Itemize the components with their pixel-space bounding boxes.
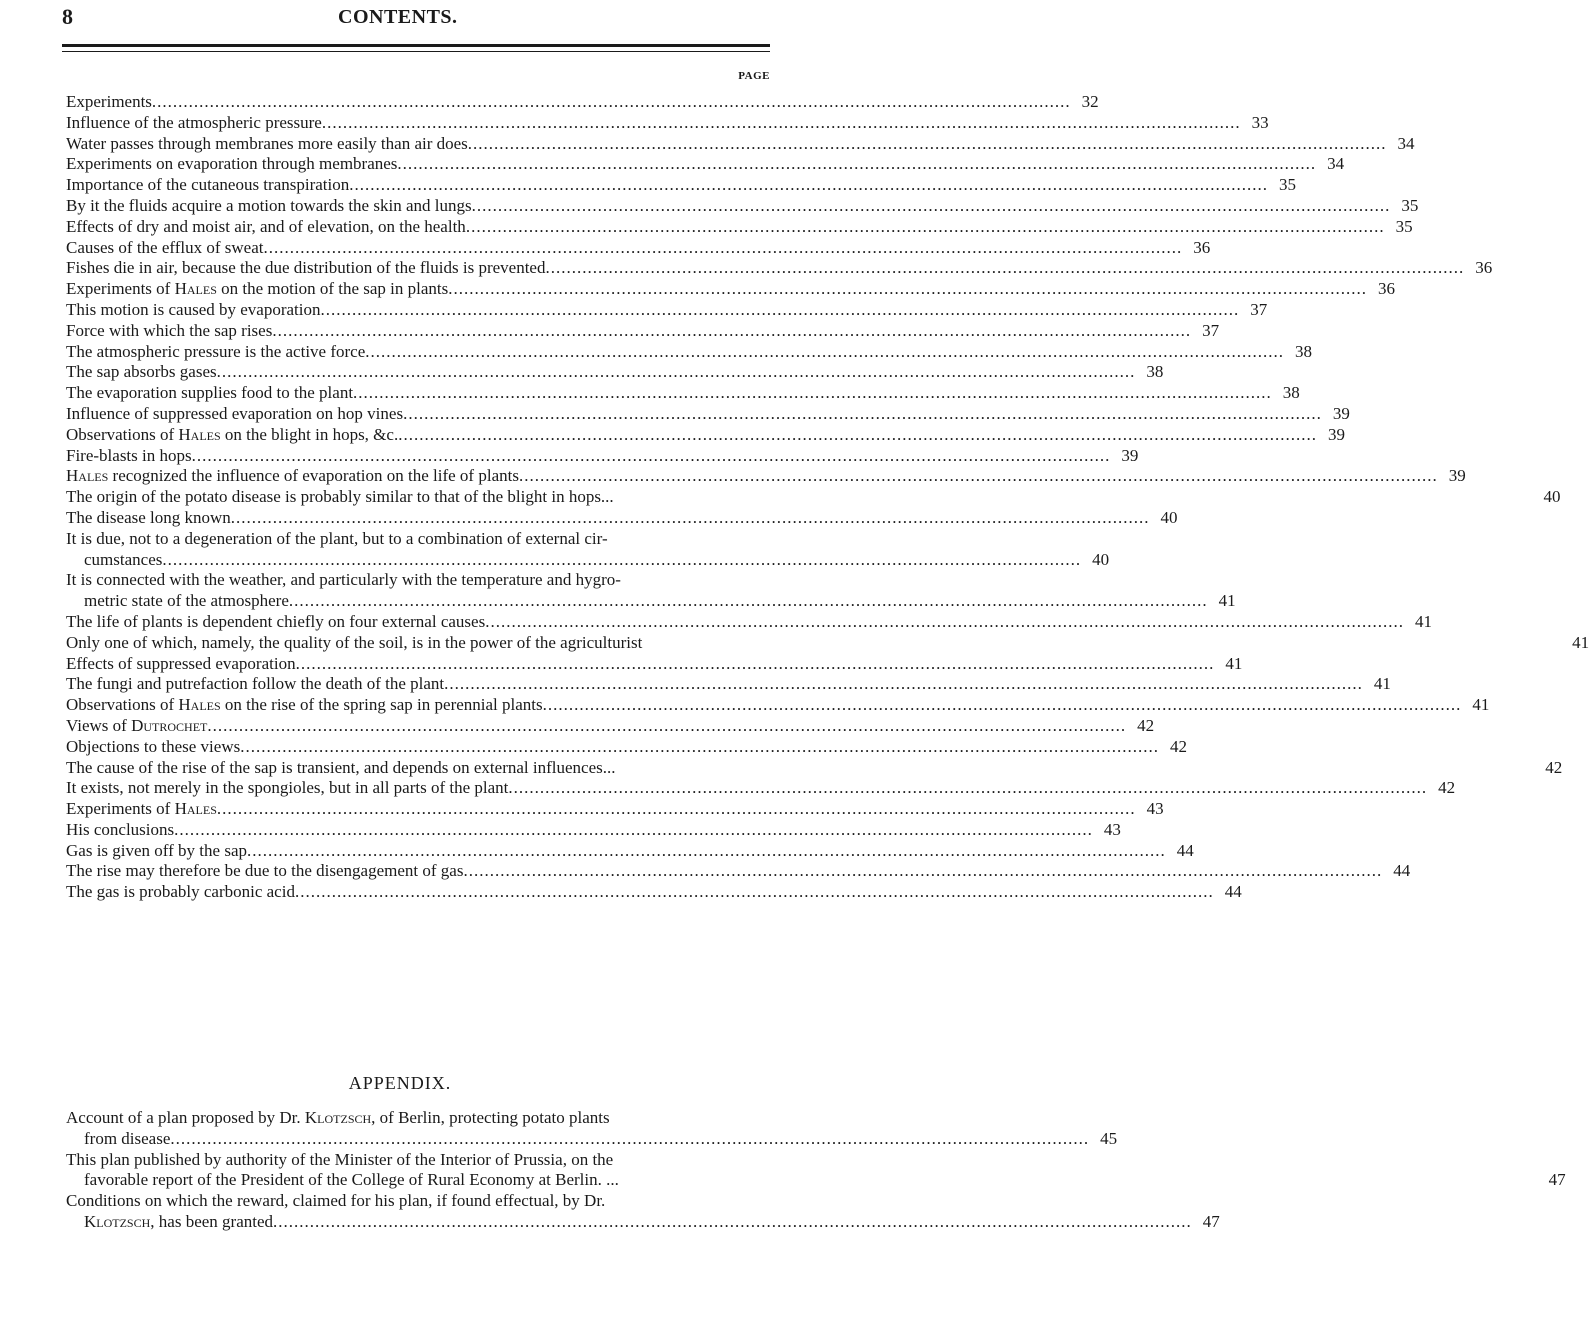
leader-dots — [448, 279, 1367, 300]
toc-entry — [66, 258, 1493, 279]
page-ref: 39 — [1327, 424, 1345, 444]
header-rule-thin — [62, 51, 770, 52]
toc-entry — [66, 528, 1110, 571]
toc-entry — [66, 861, 1411, 882]
page-ref: 39 — [1121, 445, 1139, 465]
entry-text: Water passes through membranes more easily than air does — [66, 133, 468, 153]
page-ref: 40 — [1092, 549, 1110, 569]
entry-text: Observations of Hales on the blight in hops, &c. — [66, 424, 399, 444]
page-ref: 35 — [1401, 195, 1419, 215]
page-ref: 41 — [1373, 674, 1391, 694]
leader-dots — [217, 799, 1136, 820]
page-ref: 34 — [1397, 133, 1415, 153]
page-ref: 41 — [1572, 632, 1589, 652]
toc-entry — [66, 445, 1139, 467]
appendix-entry — [66, 1108, 1118, 1150]
entry-text: The origin of the potato disease is probably similar to that of the blight in hops... — [66, 487, 614, 507]
leader-dots — [349, 175, 1268, 196]
toc-entry — [66, 216, 1413, 238]
page-ref: 44 — [1393, 861, 1411, 881]
leader-dots — [240, 737, 1159, 758]
entry-text: The sap absorbs gases — [66, 362, 217, 382]
entry-text: Influence of suppressed evaporation on hop vines — [66, 403, 404, 423]
page-ref: 44 — [1224, 882, 1242, 902]
appendix-entry — [66, 1191, 1220, 1233]
entry-text: Experiments on evaporation through membranes — [66, 154, 398, 174]
entry-continuation — [66, 1211, 1220, 1233]
leader-dots — [519, 466, 1438, 487]
entry-text: cumstances — [84, 549, 163, 569]
author-name: Klotzsch — [84, 1211, 151, 1231]
toc-entry — [66, 715, 1155, 737]
toc-entry — [66, 736, 1187, 758]
leader-dots — [289, 591, 1208, 612]
toc-entry — [66, 757, 1563, 779]
entry-text: Causes of the efflux of sweat — [66, 237, 264, 257]
entry-text: This motion is caused by evaporation — [66, 299, 321, 319]
leader-dots — [162, 550, 1081, 571]
entry-text: The cause of the rise of the sap is transient, and depends on external influences... — [66, 757, 616, 777]
toc-entry — [66, 611, 1432, 633]
page-ref: 41 — [1414, 611, 1432, 631]
page-ref: 43 — [1103, 819, 1121, 839]
page-ref: 41 — [1225, 653, 1243, 673]
toc-entry — [66, 653, 1243, 675]
toc-list — [66, 92, 1589, 903]
entry-continuation — [66, 1170, 1566, 1191]
leader-dots — [247, 841, 1166, 862]
leader-dots — [353, 383, 1272, 404]
entry-text: Effects of dry and moist air, and of elevation, on the health — [66, 216, 466, 236]
leader-dots — [466, 217, 1385, 238]
page-ref: 42 — [1169, 736, 1187, 756]
author-name: Hales — [174, 799, 217, 819]
entry-first-line: Account of a plan proposed by Dr. Klotzsch, of Berlin, protecting potato plants — [66, 1108, 610, 1127]
toc-entry — [66, 840, 1194, 862]
page-ref: 38 — [1282, 383, 1300, 403]
page-ref: 39 — [1332, 403, 1350, 423]
entry-text: Experiments of Hales on the motion of the sap in plants — [66, 279, 449, 299]
page-ref: 36 — [1377, 279, 1395, 299]
entry-text: Only one of which, namely, the quality of the soil, is in the power of the agriculturist — [66, 632, 643, 652]
leader-dots — [398, 425, 1317, 446]
toc-entry — [66, 92, 1099, 113]
page-ref: 42 — [1137, 715, 1155, 735]
entry-text: The disease long known — [66, 507, 231, 527]
entry-text: Effects of suppressed evaporation — [66, 653, 296, 673]
page-ref: 35 — [1278, 175, 1296, 195]
entry-text: His conclusions — [66, 819, 175, 839]
toc-entry — [66, 362, 1164, 383]
toc-entry — [66, 466, 1466, 487]
toc-entry — [66, 237, 1211, 259]
leader-dots — [264, 238, 1183, 259]
toc-entry — [66, 279, 1395, 300]
toc-entry — [66, 632, 1589, 654]
page-ref: 41 — [1472, 695, 1490, 715]
entry-text: Objections to these views — [66, 736, 241, 756]
entry-text: It exists, not merely in the spongioles, but in all parts of the plant — [66, 778, 509, 798]
entry-text: Fire-blasts in hops — [66, 445, 192, 465]
toc-entry — [66, 154, 1345, 175]
author-name: Klotzsch — [304, 1108, 372, 1127]
entry-text: Influence of the atmospheric pressure — [66, 112, 322, 132]
leader-dots — [295, 882, 1214, 903]
entry-text: Importance of the cutaneous transpiration — [66, 175, 350, 195]
toc-entry — [66, 403, 1350, 425]
toc-entry — [66, 112, 1269, 134]
page-ref: 42 — [1438, 778, 1456, 798]
appendix-list — [66, 1108, 1566, 1233]
toc-entry — [66, 133, 1415, 155]
leader-dots — [152, 92, 1071, 113]
entry-text: By it the fluids acquire a motion towards the skin and lungs — [66, 195, 472, 215]
leader-dots — [207, 716, 1126, 737]
entry-text: Experiments of Hales — [66, 799, 217, 819]
toc-entry — [66, 424, 1345, 446]
leader-dots — [231, 508, 1150, 529]
entry-text: Hales recognized the influence of evaporation on the life of plants — [66, 466, 519, 486]
page-ref: 44 — [1176, 840, 1194, 860]
leader-dots — [217, 362, 1136, 383]
page-ref: 43 — [1146, 799, 1164, 819]
page-number: 8 — [62, 4, 73, 29]
page-ref: 40 — [1160, 507, 1178, 527]
page-ref: 40 — [1543, 487, 1561, 507]
entry-continuation — [66, 1128, 1118, 1150]
page-ref: 42 — [1545, 757, 1563, 777]
page-ref: 36 — [1475, 258, 1493, 278]
author-name: Hales — [66, 466, 109, 486]
page-ref: 32 — [1081, 92, 1099, 111]
author-name: Dutrochet — [131, 715, 208, 735]
entry-text: Force with which the sap rises — [66, 320, 273, 340]
entry-continuation — [66, 591, 1236, 612]
toc-entry — [66, 299, 1268, 321]
entry-text: metric state of the atmosphere — [84, 591, 289, 611]
page-ref: 45 — [1100, 1128, 1118, 1148]
toc-entry — [66, 570, 1236, 612]
leader-dots — [485, 612, 1404, 633]
leader-dots — [403, 404, 1322, 425]
leader-dots — [543, 695, 1462, 716]
leader-dots — [322, 113, 1241, 134]
leader-dots — [170, 1129, 1089, 1150]
leader-dots — [545, 258, 1464, 279]
leader-dots — [397, 154, 1316, 175]
toc-entry — [66, 383, 1300, 404]
page-ref: 35 — [1395, 216, 1413, 236]
entry-text: Fishes die in air, because the due distribution of the fluids is prevented — [66, 258, 546, 278]
entry-first-line: This plan published by authority of the Minister of the Interior of Prussia, on the — [66, 1149, 614, 1169]
leader-dots — [468, 134, 1387, 155]
entry-first-line: Conditions on which the reward, claimed for his plan, if found effectual, by Dr. — [66, 1191, 606, 1211]
entry-text: The atmospheric pressure is the active force — [66, 341, 366, 361]
page-ref: 38 — [1295, 341, 1313, 361]
leader-dots — [463, 861, 1382, 882]
page-ref: 38 — [1146, 362, 1164, 382]
author-name: Hales — [178, 695, 221, 715]
leader-dots — [296, 654, 1215, 675]
entry-continuation — [66, 549, 1110, 571]
entry-first-line: It is connected with the weather, and particularly with the temperature and hygro- — [66, 570, 621, 590]
appendix-title: APPENDIX. — [348, 1073, 452, 1093]
entry-text: Experiments — [66, 92, 152, 111]
leader-dots — [365, 342, 1284, 363]
entry-text: The fungi and putrefaction follow the death of the plant — [66, 674, 445, 694]
entry-text: Observations of Hales on the rise of the spring sap in perennial plants — [66, 695, 543, 715]
page-column-label: PAGE — [738, 70, 770, 82]
toc-entry — [66, 674, 1391, 695]
entry-text: Gas is given off by the sap — [66, 840, 247, 860]
page-ref: 39 — [1448, 466, 1466, 486]
leader-dots — [472, 196, 1391, 217]
toc-entry — [66, 195, 1419, 217]
page-ref: 34 — [1327, 154, 1345, 174]
entry-text: The gas is probably carbonic acid — [66, 882, 295, 902]
leader-dots — [273, 1212, 1192, 1233]
page-ref: 36 — [1193, 237, 1211, 257]
page-ref: 41 — [1218, 591, 1236, 611]
entry-text: The rise may therefore be due to the disengagement of gas — [66, 861, 464, 881]
page-ref: 47 — [1548, 1170, 1566, 1190]
toc-entry — [66, 487, 1561, 508]
entry-text: from disease — [84, 1128, 171, 1148]
toc-entry — [66, 695, 1490, 716]
entry-text: The life of plants is dependent chiefly on four external causes — [66, 611, 486, 631]
toc-entry — [66, 778, 1456, 799]
entry-first-line: It is due, not to a degeneration of the plant, but to a combination of external cir- — [66, 528, 608, 548]
page-ref: 47 — [1202, 1211, 1220, 1231]
leader-dots — [174, 820, 1093, 841]
page-ref: 33 — [1251, 112, 1269, 132]
entry-text: Views of Dutrochet — [66, 715, 208, 735]
leader-dots — [444, 674, 1363, 695]
toc-entry — [66, 320, 1220, 342]
toc-entry — [66, 507, 1178, 529]
author-name: Hales — [174, 279, 217, 299]
toc-entry — [66, 799, 1164, 820]
appendix-entry — [66, 1149, 1566, 1192]
toc-entry — [66, 175, 1296, 196]
page-ref: 37 — [1250, 299, 1268, 319]
running-title: CONTENTS. — [338, 6, 458, 28]
page-ref: 37 — [1202, 320, 1220, 340]
leader-dots — [192, 446, 1111, 467]
toc-entry — [66, 341, 1313, 363]
header-rule-thick — [62, 44, 770, 47]
entry-text: The evaporation supplies food to the plant — [66, 383, 354, 403]
toc-entry — [66, 819, 1121, 841]
author-name: Hales — [178, 424, 221, 444]
leader-dots — [320, 300, 1239, 321]
leader-dots — [508, 778, 1427, 799]
toc-entry — [66, 882, 1242, 903]
entry-text: favorable report of the President of the College of Rural Economy at Berlin. ... — [84, 1170, 619, 1190]
leader-dots — [272, 321, 1191, 342]
entry-text: Klotzsch, has been granted — [84, 1211, 274, 1231]
